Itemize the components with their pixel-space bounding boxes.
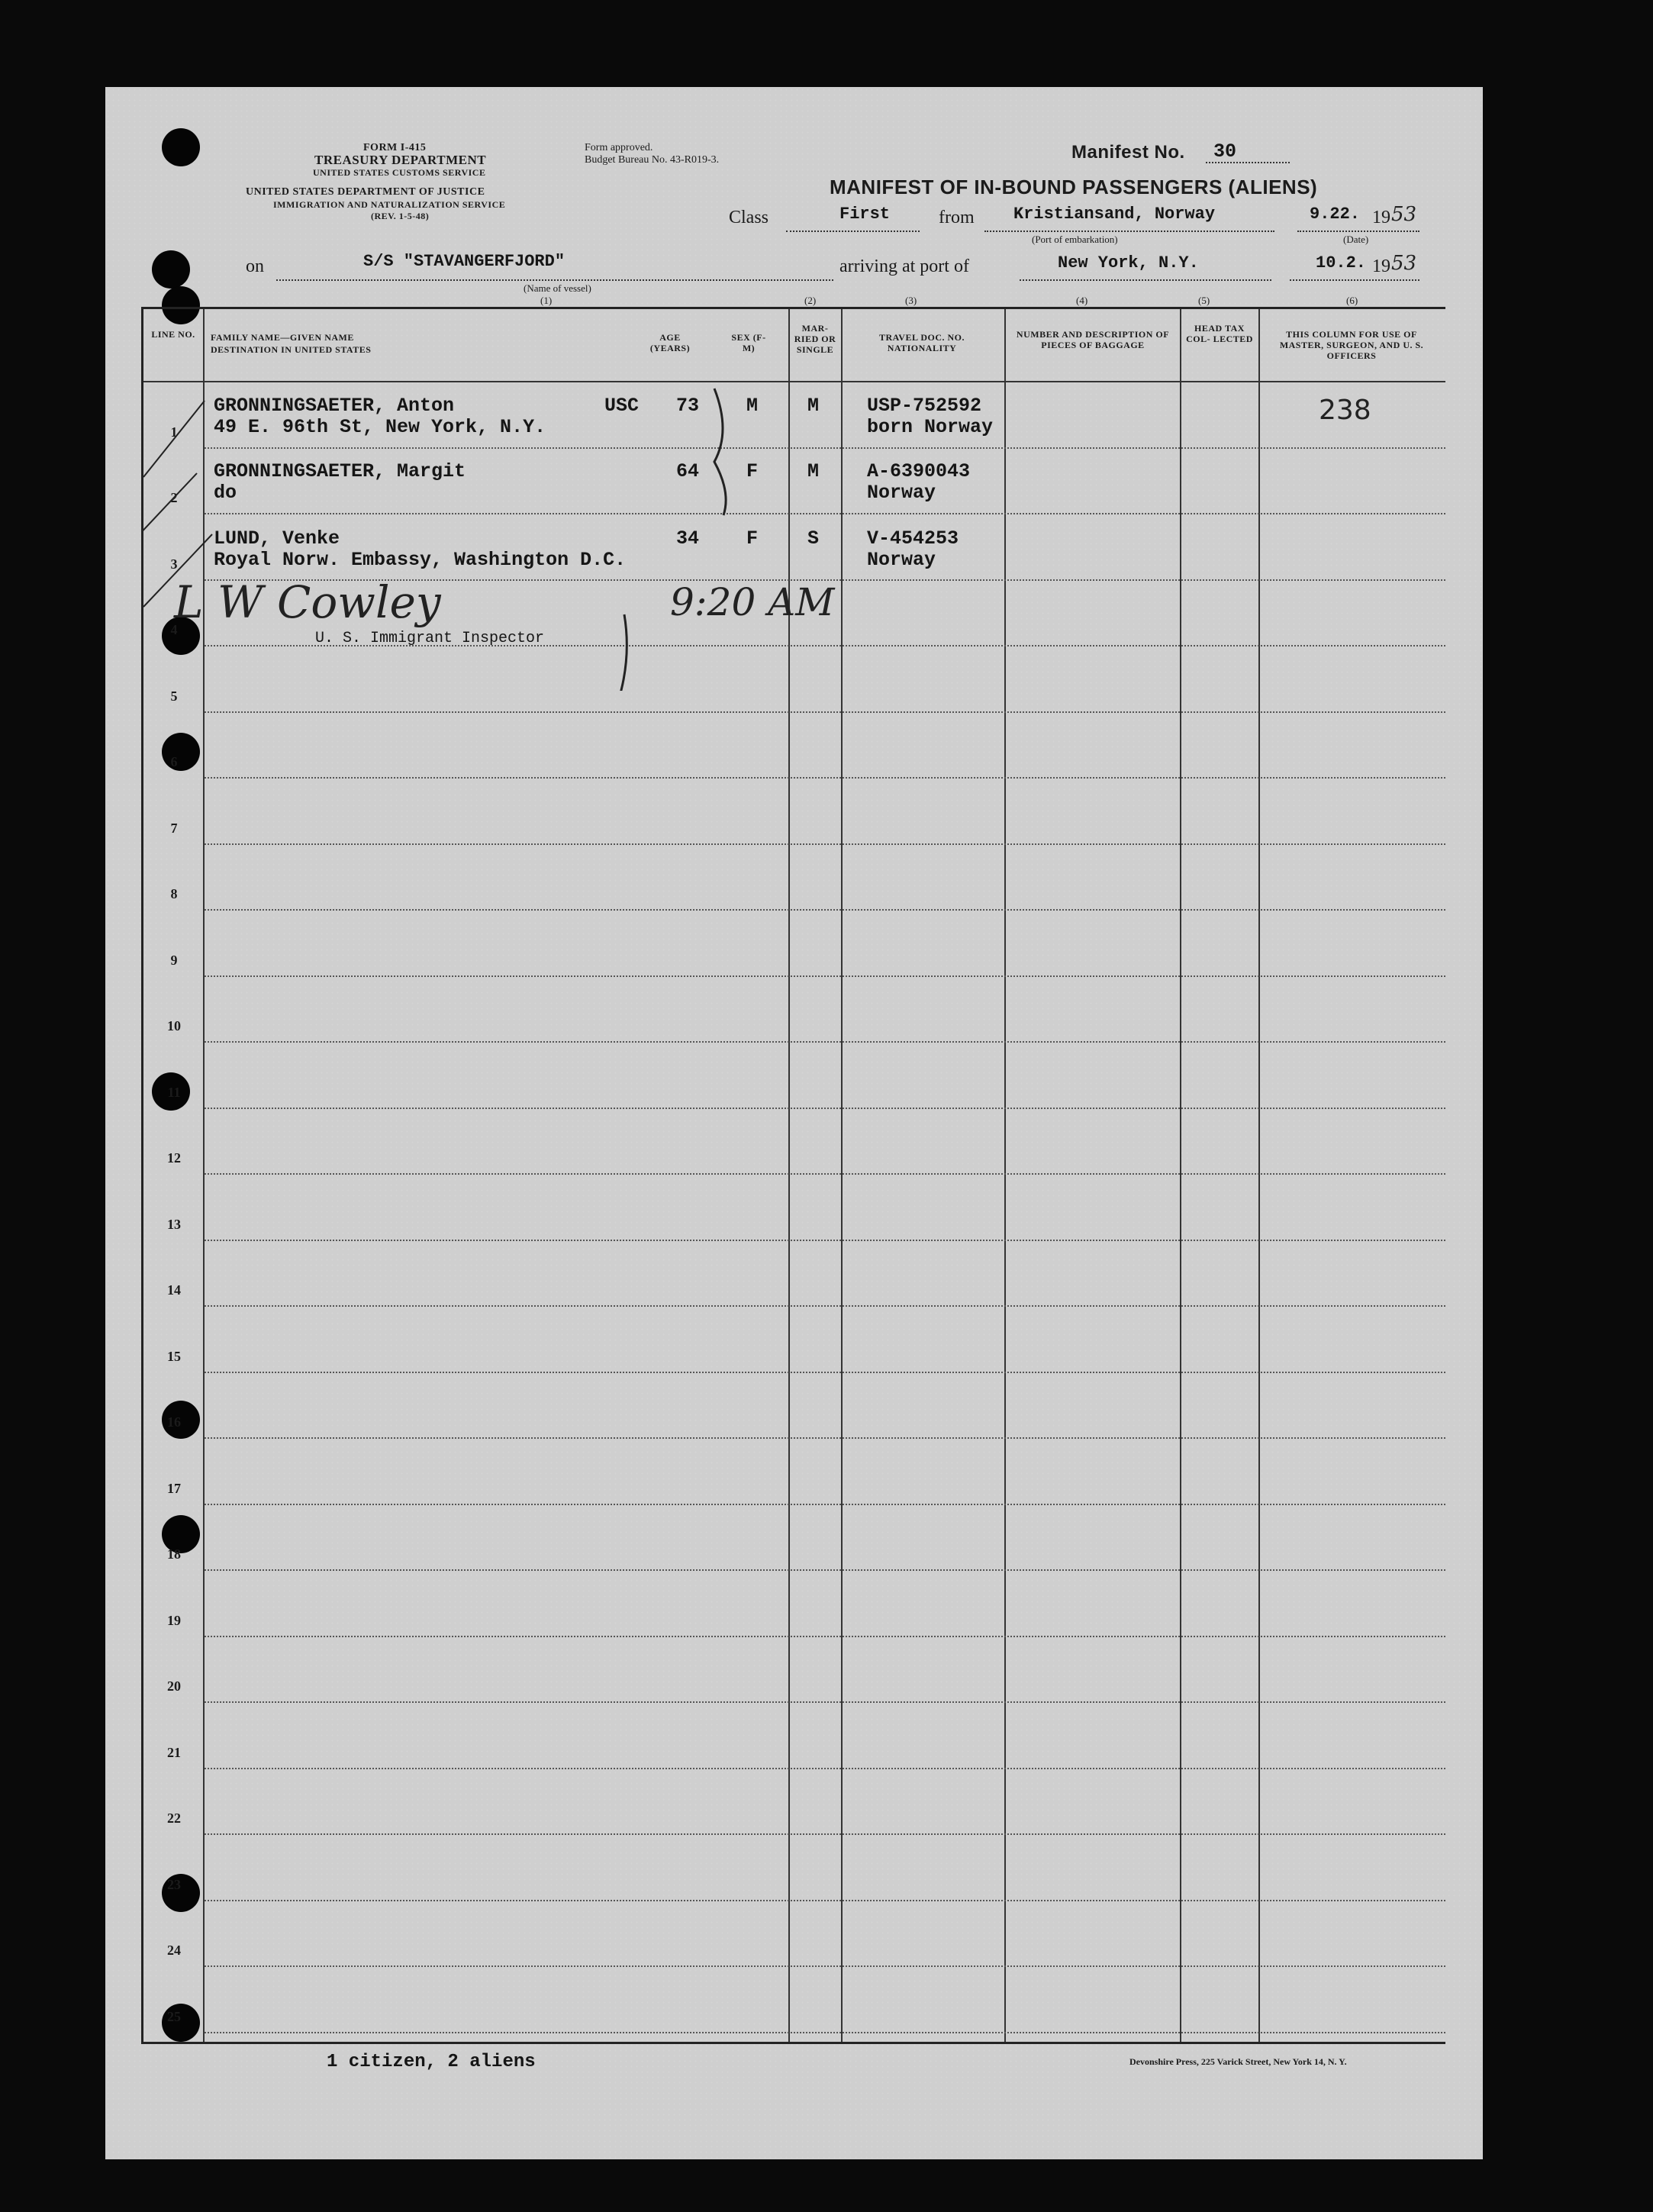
col-divider [1004,309,1006,2042]
line-number: 20 [167,1678,181,1694]
arrival-year-prefix: 19 [1372,256,1390,276]
line-number: 18 [167,1546,181,1562]
line-number: 21 [167,1744,181,1760]
passenger-2-destination: do [214,482,237,504]
inspector-signature: L W Cowley [174,576,441,628]
header-baggage: NUMBER AND DESCRIPTION OF PIECES OF BAGGAGE [1016,329,1170,350]
inspector-label: U. S. Immigrant Inspector [315,630,545,647]
date-line [1297,231,1419,232]
customs-service: UNITED STATES CUSTOMS SERVICE [313,167,486,178]
form-number: FORM I-415 [363,142,427,153]
passenger-1-doc: USP-752592 [867,395,982,417]
passenger-1-destination: 49 E. 96th St, New York, N.Y. [214,416,546,438]
line-number: 13 [167,1216,181,1232]
passenger-2-married: M [807,460,820,482]
arriving-label: arriving at port of [839,256,969,276]
passenger-2-age: 64 [676,460,700,482]
line-number: 7 [170,820,178,836]
passenger-table [141,307,1445,2044]
header-married: MAR- RIED OR SINGLE [794,323,836,355]
arrival-year-hand: 53 [1391,252,1417,275]
line-number: 16 [167,1414,181,1430]
tick-mark [143,401,205,477]
passenger-2-sex: F [746,460,759,482]
arrival-port-line [1020,279,1271,281]
line-number: 15 [167,1348,181,1364]
passenger-1-officer-no: 238 [1319,395,1371,426]
passenger-3-age: 34 [676,527,700,550]
printer-imprint: Devonshire Press, 225 Varick Street, New York 14, N. Y. [1129,2056,1347,2067]
header-line: LINE NO. [151,329,195,340]
departure-year-hand: 53 [1391,203,1417,226]
col-3-caption: (3) [905,295,917,306]
row-rule [205,711,1445,713]
line-number: 25 [167,2008,181,2024]
line-number: 24 [167,1943,181,1958]
line-number: 4 [170,622,178,637]
on-label: on [246,256,264,276]
row-rule [205,1900,1445,1901]
passenger-1-age: 73 [676,395,700,417]
header-destination: DESTINATION IN UNITED STATES [211,344,372,355]
row-rule [205,1504,1445,1505]
line-number: 14 [167,1282,181,1298]
line-number: 2 [170,490,178,505]
col-6-caption: (6) [1346,295,1358,306]
line-number: 17 [167,1480,181,1496]
tick-mark [143,473,197,538]
form-approved: Form approved. [585,142,653,153]
line-number: 23 [167,1876,181,1892]
row-rule [205,1701,1445,1703]
row-rule [205,843,1445,845]
line-number: 19 [167,1612,181,1628]
line-number: 12 [167,1150,181,1166]
manifest-no-label: Manifest No. [1071,142,1185,163]
summary-note: 1 citizen, 2 aliens [327,2052,536,2072]
passenger-3-destination: Royal Norw. Embassy, Washington D.C. [214,549,627,571]
passenger-2-doc: A-6390043 [867,460,971,482]
line-number: 10 [167,1018,181,1033]
line-number: 1 [170,424,178,440]
col-1-caption: (1) [540,295,553,306]
passenger-3-married: S [807,527,820,550]
manifest-title: MANIFEST OF IN-BOUND PASSENGERS (ALIENS) [830,176,1318,198]
departure-year-prefix: 19 [1372,208,1390,227]
col-divider [1180,309,1181,2042]
row-rule [205,1305,1445,1307]
passenger-2-nationality: Norway [867,482,936,504]
line-number: 22 [167,1811,181,1826]
row-rule [205,1833,1445,1835]
row-rule [205,1041,1445,1043]
departure-date: 9.22. [1310,205,1361,224]
revision: (REV. 1-5-48) [371,211,430,221]
line-number: 3 [170,556,178,572]
row-rule [205,1240,1445,1241]
from-line [984,231,1274,232]
header-travel-doc: TRAVEL DOC. NO. NATIONALITY [879,332,965,353]
row-rule [205,1636,1445,1637]
row-rule [205,1965,1445,1967]
passenger-3-sex: F [746,527,759,550]
header-sex: SEX (F-M) [731,332,766,353]
arrival-date: 10.2. [1316,253,1367,272]
row-rule [205,1768,1445,1769]
header-name: FAMILY NAME—GIVEN NAME [211,332,354,343]
budget-bureau: Budget Bureau No. 43-R019-3. [585,154,720,166]
passenger-2-name: GRONNINGSAETER, Margit [214,460,466,482]
punch-hole [162,128,200,166]
line-number: 5 [170,688,178,704]
header-divider [143,381,1445,382]
row-rule [205,1173,1445,1175]
vessel-caption: (Name of vessel) [524,282,591,294]
passenger-1-note: USC [604,395,640,417]
passenger-3-doc: V-454253 [867,527,959,550]
arrival-port: New York, N.Y. [1058,253,1199,272]
passenger-1-married: M [807,395,820,417]
col-4-caption: (4) [1076,295,1088,306]
from-label: from [939,208,975,227]
arrival-date-line [1290,279,1419,281]
row-rule [205,2032,1445,2033]
row-rule [205,1372,1445,1373]
treasury-dept: TREASURY DEPARTMENT [314,153,487,167]
class-line [786,231,920,232]
col-5-caption: (5) [1198,295,1210,306]
passenger-1-name: GRONNINGSAETER, Anton [214,395,455,417]
passenger-3-nationality: Norway [867,549,936,571]
row-rule [205,1108,1445,1109]
justice-dept: UNITED STATES DEPARTMENT OF JUSTICE [246,186,485,198]
vessel-line [276,279,833,281]
line-number: 6 [170,754,178,769]
tick-mark [143,534,212,607]
header-age: AGE (YEARS) [649,332,691,353]
header-officers: THIS COLUMN FOR USE OF MASTER, SURGEON, AND U. S. OFFICERS [1279,329,1424,361]
row-rule [205,909,1445,911]
row-rule [205,1569,1445,1571]
row-rule [205,777,1445,779]
class-label: Class [729,208,769,227]
col-divider [1258,309,1260,2042]
port-caption: (Port of embarkation) [1032,234,1118,245]
bracket-mark [714,389,726,515]
inspector-time: 9:20 AM [670,580,835,624]
passenger-3-name: LUND, Venke [214,527,340,550]
line-number: 9 [170,952,178,968]
passenger-1-sex: M [746,395,759,417]
passenger-1-nationality: born Norway [867,416,994,438]
class-value: First [839,205,891,224]
date-caption: (Date) [1343,234,1369,245]
header-tax: HEAD TAX COL- LECTED [1186,323,1253,344]
col-2-caption: (2) [804,295,817,306]
handwritten-marks [143,385,907,691]
signature-tail [617,614,627,691]
row-rule [205,975,1445,977]
manifest-number: 30 [1213,140,1237,163]
line-number: 11 [167,1084,181,1100]
vessel-name: S/S "STAVANGERFJORD" [363,252,566,271]
ins-service: IMMIGRATION AND NATURALIZATION SERVICE [273,199,506,210]
line-number: 8 [170,886,178,901]
punch-hole [152,250,190,289]
from-value: Kristiansand, Norway [1013,205,1216,224]
row-rule [205,1437,1445,1439]
